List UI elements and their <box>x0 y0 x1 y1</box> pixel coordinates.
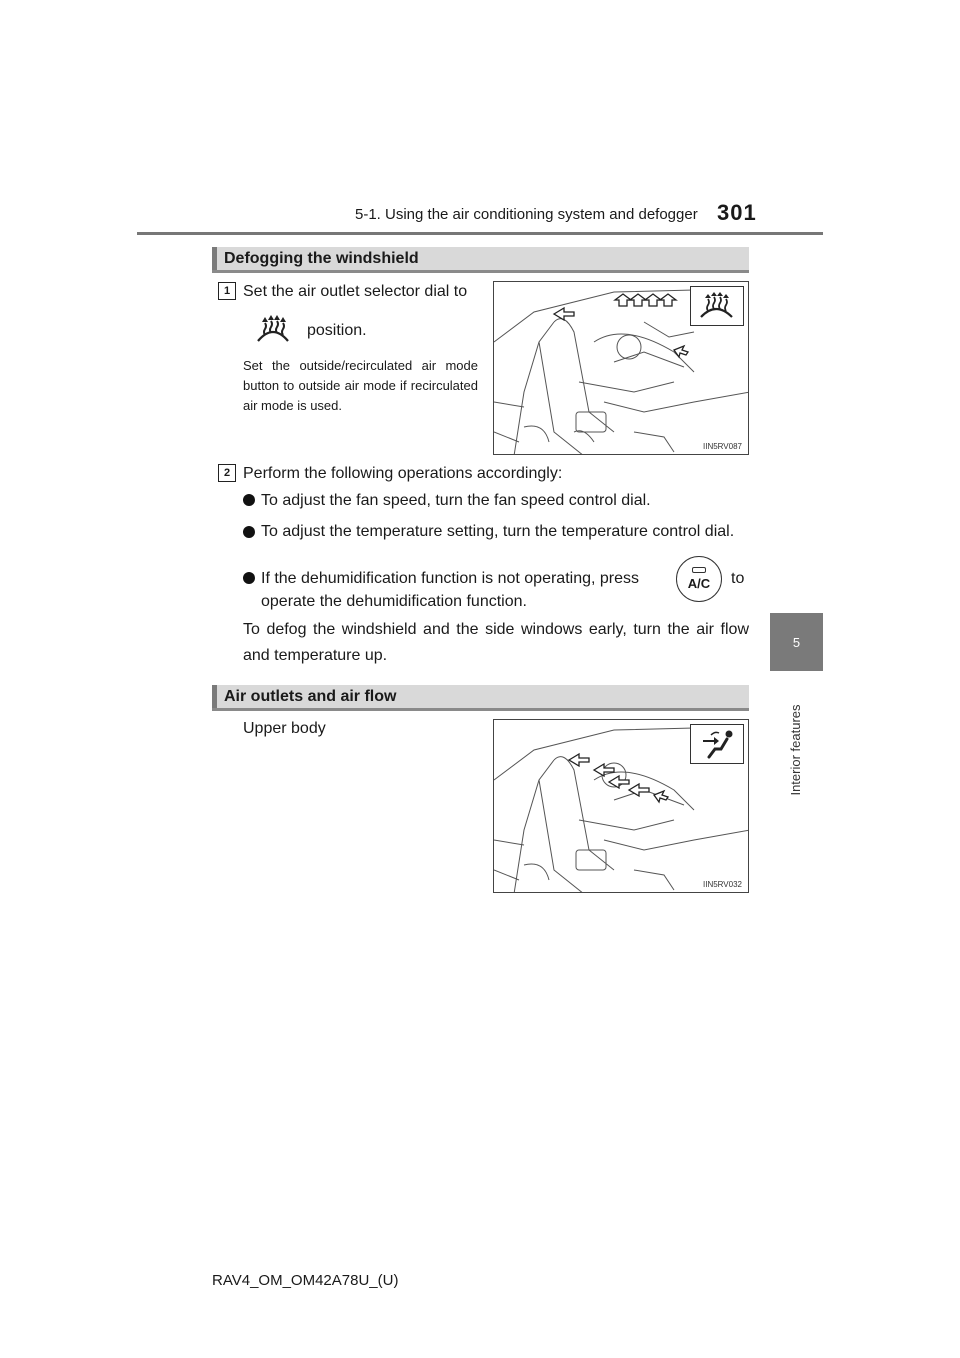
upper-body-label: Upper body <box>243 720 326 737</box>
running-header: 5-1. Using the air conditioning system and defogger <box>355 206 698 223</box>
step-badge-2: 2 <box>218 464 236 482</box>
header-rule <box>137 232 823 235</box>
bullet-dehumidification-cont: operate the dehumidification function. <box>261 593 527 610</box>
bullet-dehumidification: If the dehumidification function is not operating, press <box>243 567 671 591</box>
ac-button-icon: A/C <box>676 556 722 602</box>
figure-upper-body-airflow <box>493 719 749 893</box>
step-1-note: Set the outside/recirculated air mode button to outside air mode if recirculated air mode is used. <box>243 358 478 413</box>
bullet-fan-speed: To adjust the fan speed, turn the fan speed control dial. <box>243 489 749 513</box>
step-2-intro: Perform the following operations accordingly: <box>243 465 563 482</box>
section-heading-defogging: Defogging the windshield <box>212 247 749 273</box>
step-2-closing: To defog the windshield and the side windows early, turn the air flow and temperature up. <box>243 621 749 664</box>
chapter-tab-number: 5 <box>770 613 823 671</box>
ac-indicator-light <box>692 567 706 573</box>
mode-icon-box-defog <box>690 286 744 326</box>
bullet-dehumidification-tail: to <box>731 570 745 587</box>
figure-code: IIN5RV032 <box>703 880 742 889</box>
step-1-text-tail: position. <box>307 322 367 339</box>
document-code: RAV4_OM_OM42A78U_(U) <box>212 1272 399 1289</box>
step-badge-1: 1 <box>218 282 236 300</box>
bullet-marker <box>243 572 255 584</box>
bullet-temperature: To adjust the temperature setting, turn the temperature control dial. <box>243 520 749 544</box>
bullet-marker <box>243 494 255 506</box>
page-number: 301 <box>717 200 757 225</box>
chapter-tab-label: Interior features <box>788 704 803 796</box>
mode-icon-box-face <box>690 724 744 764</box>
section-heading-air-outlets: Air outlets and air flow <box>212 685 749 711</box>
windshield-defog-icon <box>254 313 292 347</box>
figure-code: IIN5RV087 <box>703 442 742 451</box>
step-1-text: Set the air outlet selector dial to <box>243 283 468 300</box>
bullet-marker <box>243 526 255 538</box>
figure-defog-windshield <box>493 281 749 455</box>
